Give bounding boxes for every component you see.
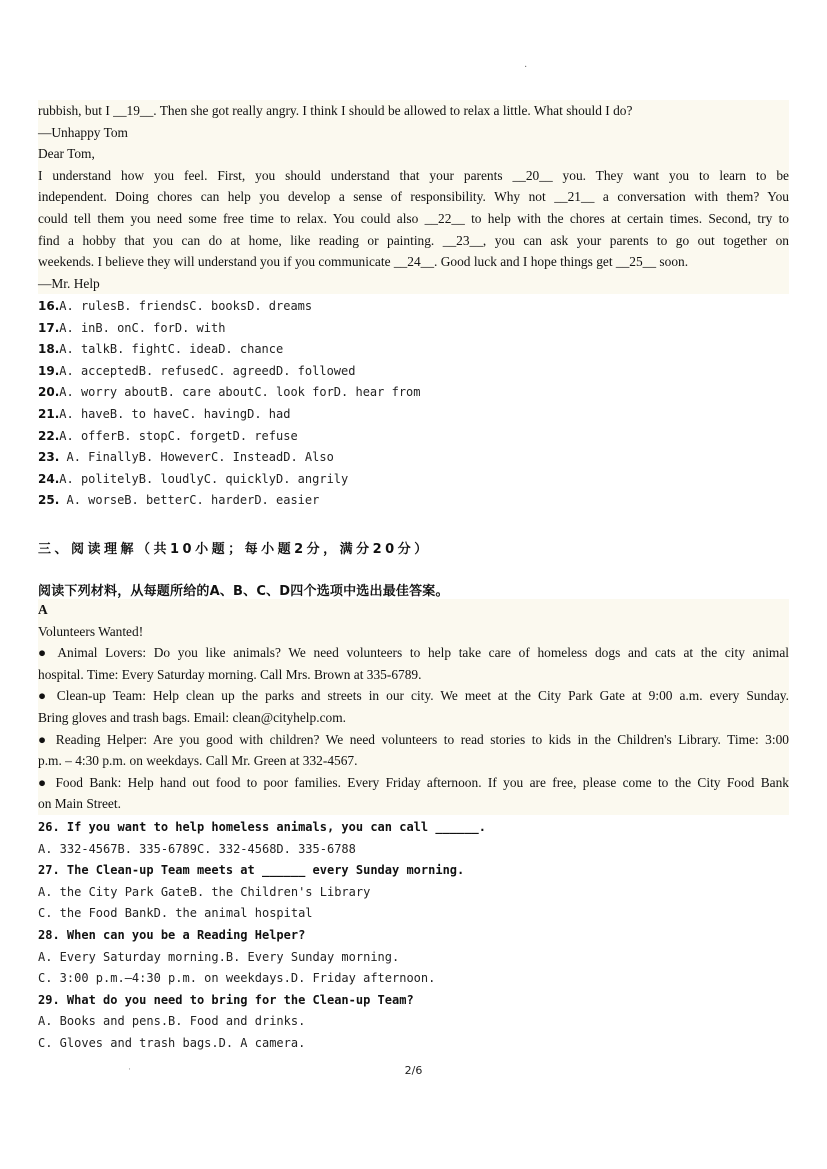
ad-item-line: Bring gloves and trash bags. Email: clean@cityhelp.com. (38, 709, 346, 725)
option-row: 17.A. inB. onC. forD. with (38, 320, 226, 335)
cloze-passage-continued (38, 100, 789, 294)
ad-item-line: hospital. Time: Every Saturday morning. Call Mrs. Brown at 335-6789. (38, 666, 422, 682)
reply-signature: —Mr. Help (38, 275, 100, 291)
question-options: A. Every Saturday morning.B. Every Sunday morning. (38, 949, 400, 964)
reply-line: I understand how you feel. First, you should understand that your parents __20__ you. They want you to learn to be (38, 167, 789, 183)
ad-item-line: ● Animal Lovers: Do you like animals? We need volunteers to help take care of homeless dogs and cats at the city animal (38, 645, 789, 661)
question-options: C. 3:00 p.m.–4:30 p.m. on weekdays.D. Friday afternoon. (38, 971, 436, 986)
letter-signature: —Unhappy Tom (38, 124, 128, 140)
option-row: 22.A. offerB. stopC. forgetD. refuse (38, 428, 298, 443)
ad-item-line: p.m. – 4:30 p.m. on weekdays. Call Mr. Green at 332-4567. (38, 753, 358, 769)
question-stem: 26. If you want to help homeless animals, you can call ______. (38, 820, 486, 834)
ad-item-line: ● Reading Helper: Are you good with children? We need volunteers to read stories to kids in the Children's Library. Time: 3:00 (38, 731, 789, 747)
question-stem: 28. When can you be a Reading Helper? (38, 927, 306, 942)
passage-label: A (38, 602, 48, 617)
option-row: 23. A. FinallyB. HoweverC. InsteadD. Also (38, 450, 334, 465)
option-row: 21.A. haveB. to haveC. havingD. had (38, 406, 291, 421)
option-row: 25. A. worseB. betterC. harderD. easier (38, 493, 320, 508)
question-options: A. Books and pens.B. Food and drinks. (38, 1014, 306, 1029)
option-row: 24.A. politelyB. loudlyC. quicklyD. angrily (38, 471, 349, 486)
reply-line: independent. Doing chores can help you develop a sense of responsibility. Why not __21__ a conversation with them? You (38, 189, 789, 205)
reply-line: find a hobby that you can do at home, like reading or painting. __23__, you can ask your parents to go out together on (38, 232, 789, 248)
cloze-options-list (38, 296, 421, 512)
reply-line: weekends. I believe they will understand you if you communicate __24__. Good luck and I hope things get __25__ soon. (38, 254, 689, 270)
question-stem: 29. What do you need to bring for the Clean-up Team? (38, 992, 414, 1007)
passage-line: rubbish, but I __19__. Then she got really angry. I think I should be allowed to relax a little. What should I do? (38, 103, 633, 118)
ad-item-line: on Main Street. (38, 796, 121, 812)
reading-passage-a (38, 599, 789, 815)
page-dot-bottom: · (128, 1064, 131, 1074)
reply-line: could tell them you need some free time to relax. You could also __22__ to help with the chores at certain times. Second, try to (38, 210, 789, 226)
page-dot-top: · (524, 62, 528, 73)
page-number: 2/6 (404, 1064, 423, 1077)
question-options: C. Gloves and trash bags.D. A camera. (38, 1035, 306, 1050)
passage-title: Volunteers Wanted! (38, 623, 144, 639)
reading-questions (38, 817, 486, 1055)
question-options: C. the Food BankD. the animal hospital (38, 906, 313, 921)
ad-item-line: ● Clean-up Team: Help clean up the parks and streets in our city. We meet at the City Park Gate at 9:00 a.m. every Sunday. (38, 688, 789, 704)
ad-item-line: ● Food Bank: Help hand out food to poor families. Every Friday afternoon. If you are free, please come to the City Food Bank (38, 774, 789, 790)
option-row: 19.A. acceptedB. refusedC. agreedD. followed (38, 363, 356, 378)
option-row: 20.A. worry aboutB. care aboutC. look forD. hear from (38, 385, 421, 400)
reply-greeting: Dear Tom, (38, 146, 95, 162)
option-row: 18.A. talkB. fightC. ideaD. chance (38, 342, 284, 357)
section-title: 三、阅读理解（共10小题；每小题2分，满分20分） (38, 542, 431, 557)
question-options: A. 332-4567B. 335-6789C. 332-4568D. 335-6788 (38, 841, 356, 856)
question-stem: 27. The Clean-up Team meets at ______ every Sunday morning. (38, 863, 465, 878)
option-row: 16.A. rulesB. friendsC. booksD. dreams (38, 299, 313, 313)
section-instructions: 阅读下列材料，从每题所给的A、B、C、D四个选项中选出最佳答案。 (38, 584, 449, 599)
question-options: A. the City Park GateB. the Children's Library (38, 884, 371, 899)
